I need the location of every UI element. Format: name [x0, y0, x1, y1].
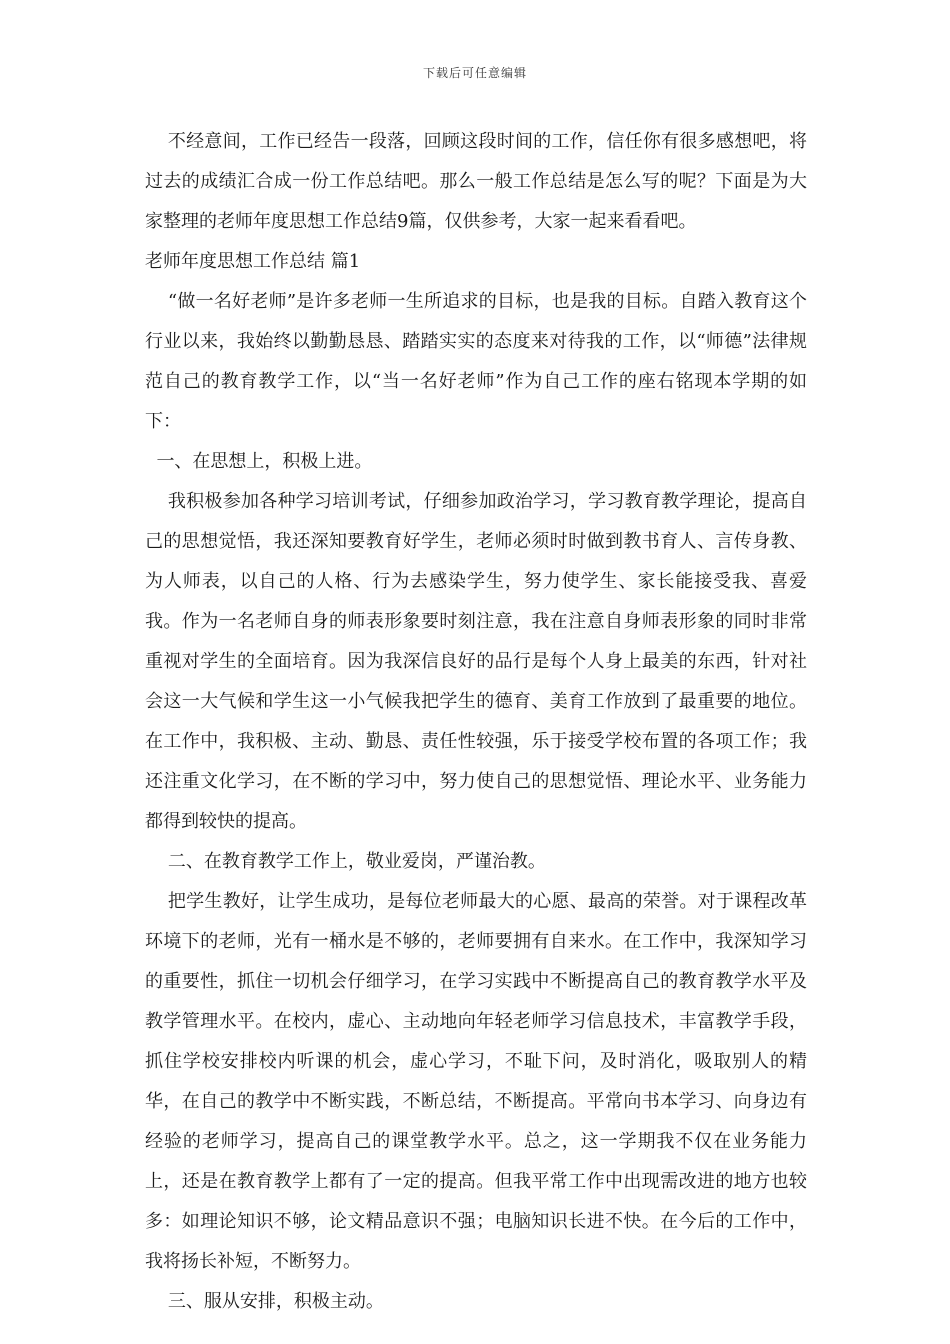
page-header: 下载后可任意编辑 [422, 66, 527, 80]
paragraph-1: “做一名好老师”是许多老师一生所追求的目标，也是我的目标。自踏入教育这个行业以来，我始终以勤勤恳恳、踏踏实实的态度来对待我的工作，以“师德”法律规范自己的教育教学工作，以“当一名好老师”作为自己工作的座右铭现本学期的如下： [145, 291, 807, 432]
paragraph-3: 把学生教好，让学生成功，是每位老师最大的心愿、最高的荣誉。对于课程改革环境下的老师，光有一桶水是不够的，老师要拥有自来水。在工作中，我深知学习的重要性，抓住一切机会仔细学习，在学习实践中不断提高自己的教育教学水平及教学管理水平。在校内，虚心、主动地向年轻老师学习信息技术，丰富教学手段，抓住学校安排校内听课的机会，虚心学习，不耻下问，及时消化，吸取别人的精华，在自己的教学中不断实践，不断总结，不断提高。平常向书本学习、向身边有经验的老师学习，提高自己的课堂教学水平。总之，这一学期我不仅在业务能力上，还是在教育教学上都有了一定的提高。但我平常工作中出现需改进的地方也较多：如理论知识不够，论文精品意识不强；电脑知识长进不快。在今后的工作中，我将扬长补短，不断努力。 [145, 891, 807, 1272]
document-body [145, 122, 807, 1322]
article-title: 老师年度思想工作总结 篇1 [145, 251, 361, 272]
section-heading-2: 二、在教育教学工作上，敬业爱岗，严谨治教。 [167, 851, 546, 872]
section-heading-1: 一、在思想上，积极上进。 [156, 451, 373, 472]
intro-paragraph: 不经意间，工作已经告一段落，回顾这段时间的工作，信任你有很多感想吧，将过去的成绩汇合成一份工作总结吧。那么一般工作总结是怎么写的呢？下面是为大家整理的老师年度思想工作总结9篇，仅供参考，大家一起来看看吧。 [145, 131, 807, 232]
section-heading-3: 三、服从安排，积极主动。 [167, 1291, 384, 1312]
paragraph-2: 我积极参加各种学习培训考试，仔细参加政治学习，学习教育教学理论，提高自己的思想觉悟，我还深知要教育好学生，老师必须时时做到教书育人、言传身教、为人师表，以自己的人格、行为去感染学生，努力使学生、家长能接受我、喜爱我。作为一名老师自身的师表形象要时刻注意，我在注意自身师表形象的同时非常重视对学生的全面培育。因为我深信良好的品行是每个人身上最美的东西，针对社会这一大气候和学生这一小气候我把学生的德育、美育工作放到了最重要的地位。在工作中，我积极、主动、勤恳、责任性较强，乐于接受学校布置的各项工作；我还注重文化学习，在不断的学习中，努力使自己的思想觉悟、理论水平、业务能力都得到较快的提高。 [145, 491, 807, 832]
